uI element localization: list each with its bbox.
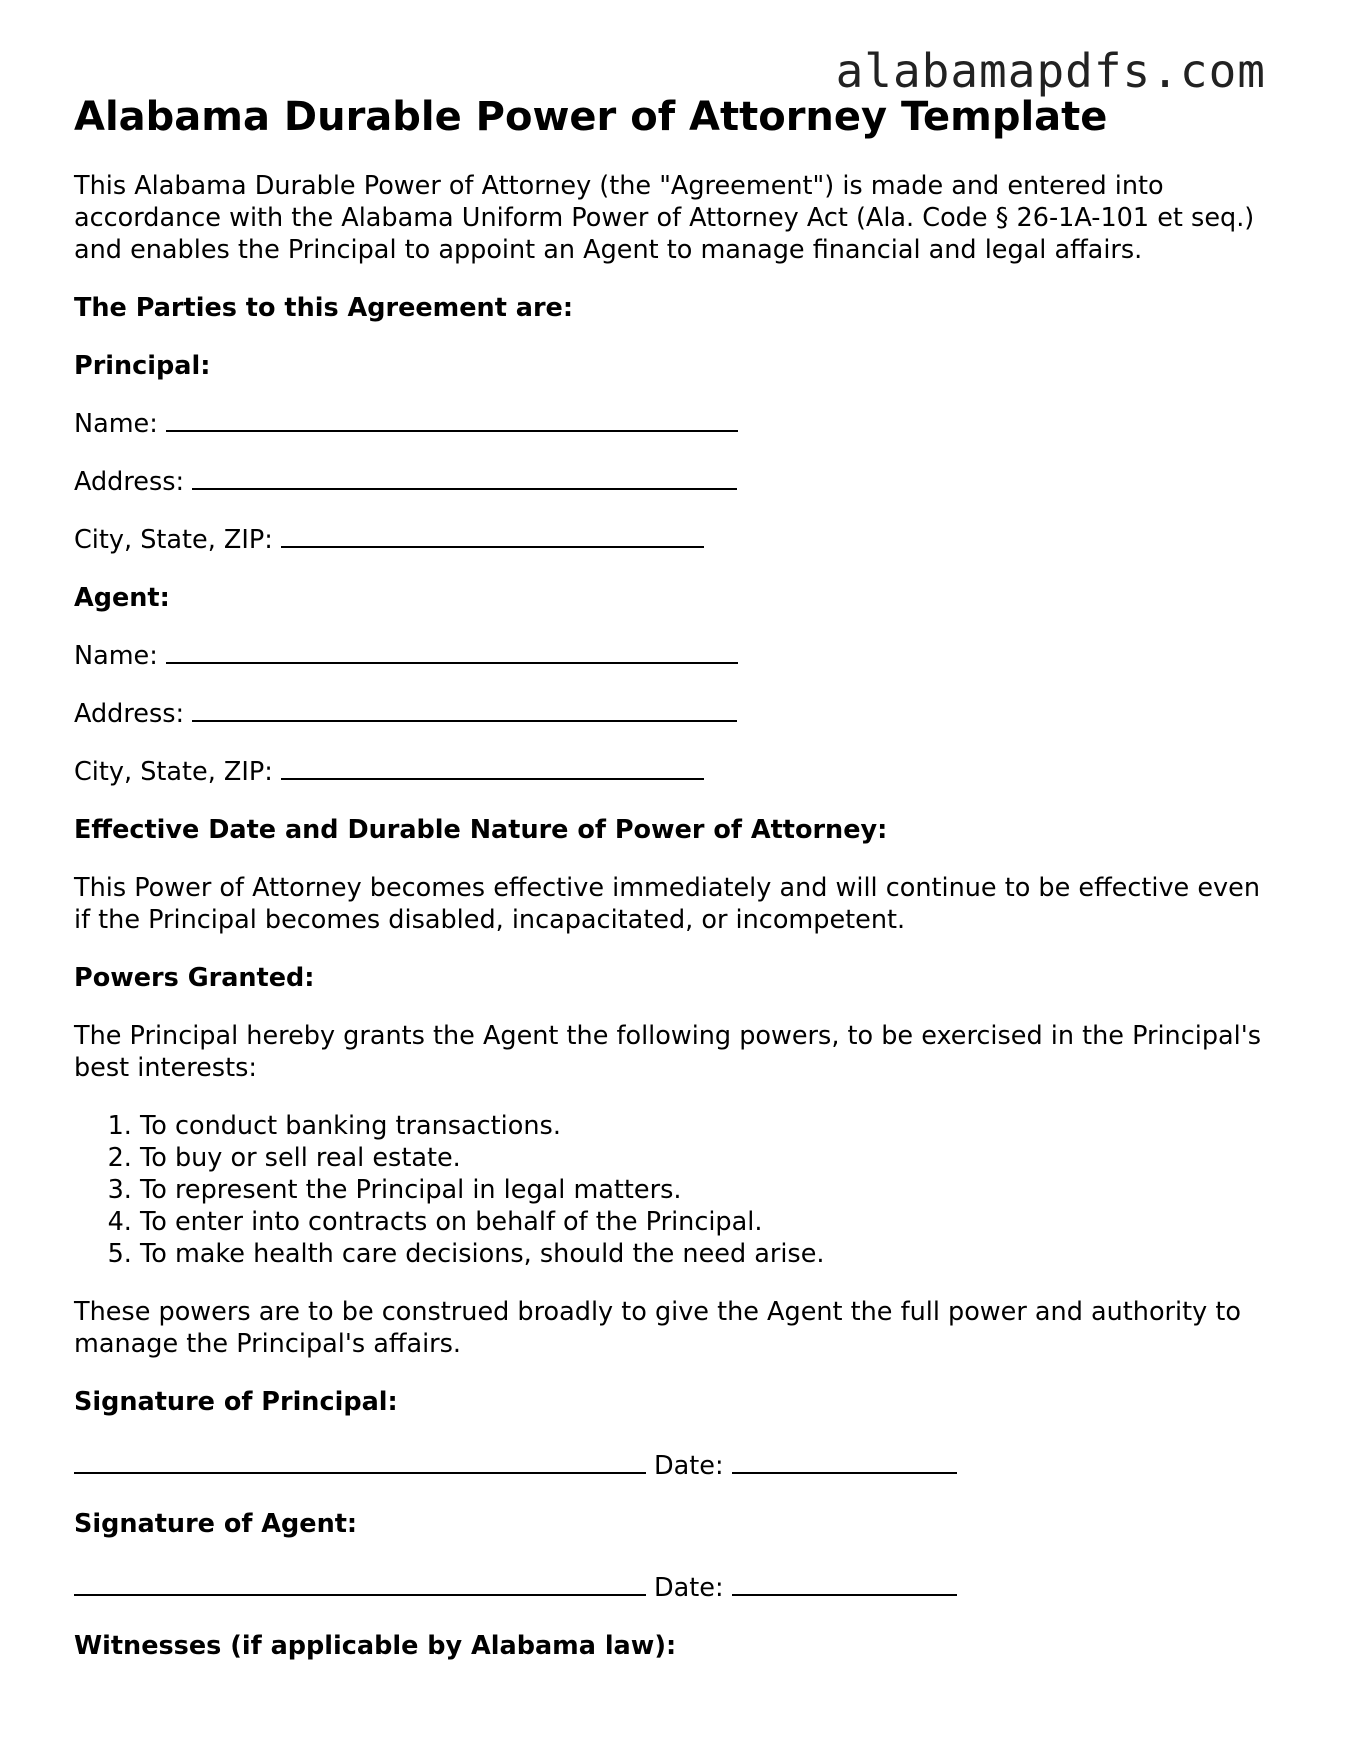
powers-closing: These powers are to be construed broadly to give the Agent the full power and authority to manage the Principal's affairs. (74, 1297, 1241, 1359)
list-item: 4. To enter into contracts on behalf of the Principal. (140, 1206, 1284, 1238)
agent-address-field[interactable] (74, 698, 1284, 730)
principal-city-field[interactable] (74, 524, 1284, 556)
list-item: 5. To make health care decisions, should the need arise. (140, 1238, 1284, 1270)
principal-address-field[interactable] (74, 466, 1284, 498)
list-item: 1. To conduct banking transactions. (140, 1110, 1284, 1142)
principal-address-label: Address: (74, 467, 185, 497)
principal-date-line[interactable] (732, 1450, 957, 1474)
agent-signature-heading: Signature of Agent: (74, 1509, 358, 1539)
list-item: 2. To buy or sell real estate. (140, 1142, 1284, 1174)
agent-address-line[interactable] (192, 698, 737, 722)
list-item: 3. To represent the Principal in legal matters. (140, 1174, 1284, 1206)
principal-signature-line[interactable] (74, 1450, 646, 1474)
powers-list (74, 1110, 1284, 1270)
principal-date-label: Date: (654, 1451, 724, 1481)
site-watermark: alabamapdfs.com (835, 44, 1266, 98)
agent-city-line[interactable] (281, 756, 704, 780)
agent-signature-line[interactable] (74, 1572, 646, 1596)
parties-heading: The Parties to this Agreement are: (74, 293, 574, 323)
agent-name-line[interactable] (166, 640, 738, 664)
principal-signature-heading: Signature of Principal: (74, 1387, 398, 1417)
document-page (74, 92, 1284, 1662)
agent-city-label: City, State, ZIP: (74, 757, 273, 787)
effective-paragraph: This Power of Attorney becomes effective immediately and will continue to be effective even if the Principal becomes disabled, incapacitated, or incompetent. (74, 873, 1260, 935)
principal-name-field[interactable] (74, 408, 1284, 440)
agent-heading: Agent: (74, 583, 170, 613)
principal-heading: Principal: (74, 351, 211, 381)
powers-heading: Powers Granted: (74, 963, 315, 993)
agent-date-label: Date: (654, 1573, 724, 1603)
agent-signature-row (74, 1572, 1284, 1604)
agent-date-line[interactable] (732, 1572, 957, 1596)
principal-name-label: Name: (74, 409, 158, 439)
principal-city-label: City, State, ZIP: (74, 525, 273, 555)
witnesses-heading: Witnesses (if applicable by Alabama law): (74, 1631, 677, 1661)
document-title: Alabama Durable Power of Attorney Template (74, 94, 1108, 140)
principal-address-line[interactable] (192, 466, 737, 490)
agent-city-field[interactable] (74, 756, 1284, 788)
principal-signature-row (74, 1450, 1284, 1482)
effective-heading: Effective Date and Durable Nature of Power of Attorney: (74, 815, 888, 845)
principal-city-line[interactable] (281, 524, 704, 548)
intro-paragraph: This Alabama Durable Power of Attorney (the "Agreement") is made and entered into accordance with the Alabama Uniform Power of Attorney Act (Ala. Code § 26-1A-101 et seq.) and enables the Principal to appoint an Agent to manage financial and legal affairs. (74, 171, 1255, 265)
principal-name-line[interactable] (166, 408, 738, 432)
agent-address-label: Address: (74, 699, 185, 729)
agent-name-field[interactable] (74, 640, 1284, 672)
powers-intro: The Principal hereby grants the Agent the following powers, to be exercised in the Principal's best interests: (74, 1021, 1262, 1083)
agent-name-label: Name: (74, 641, 158, 671)
